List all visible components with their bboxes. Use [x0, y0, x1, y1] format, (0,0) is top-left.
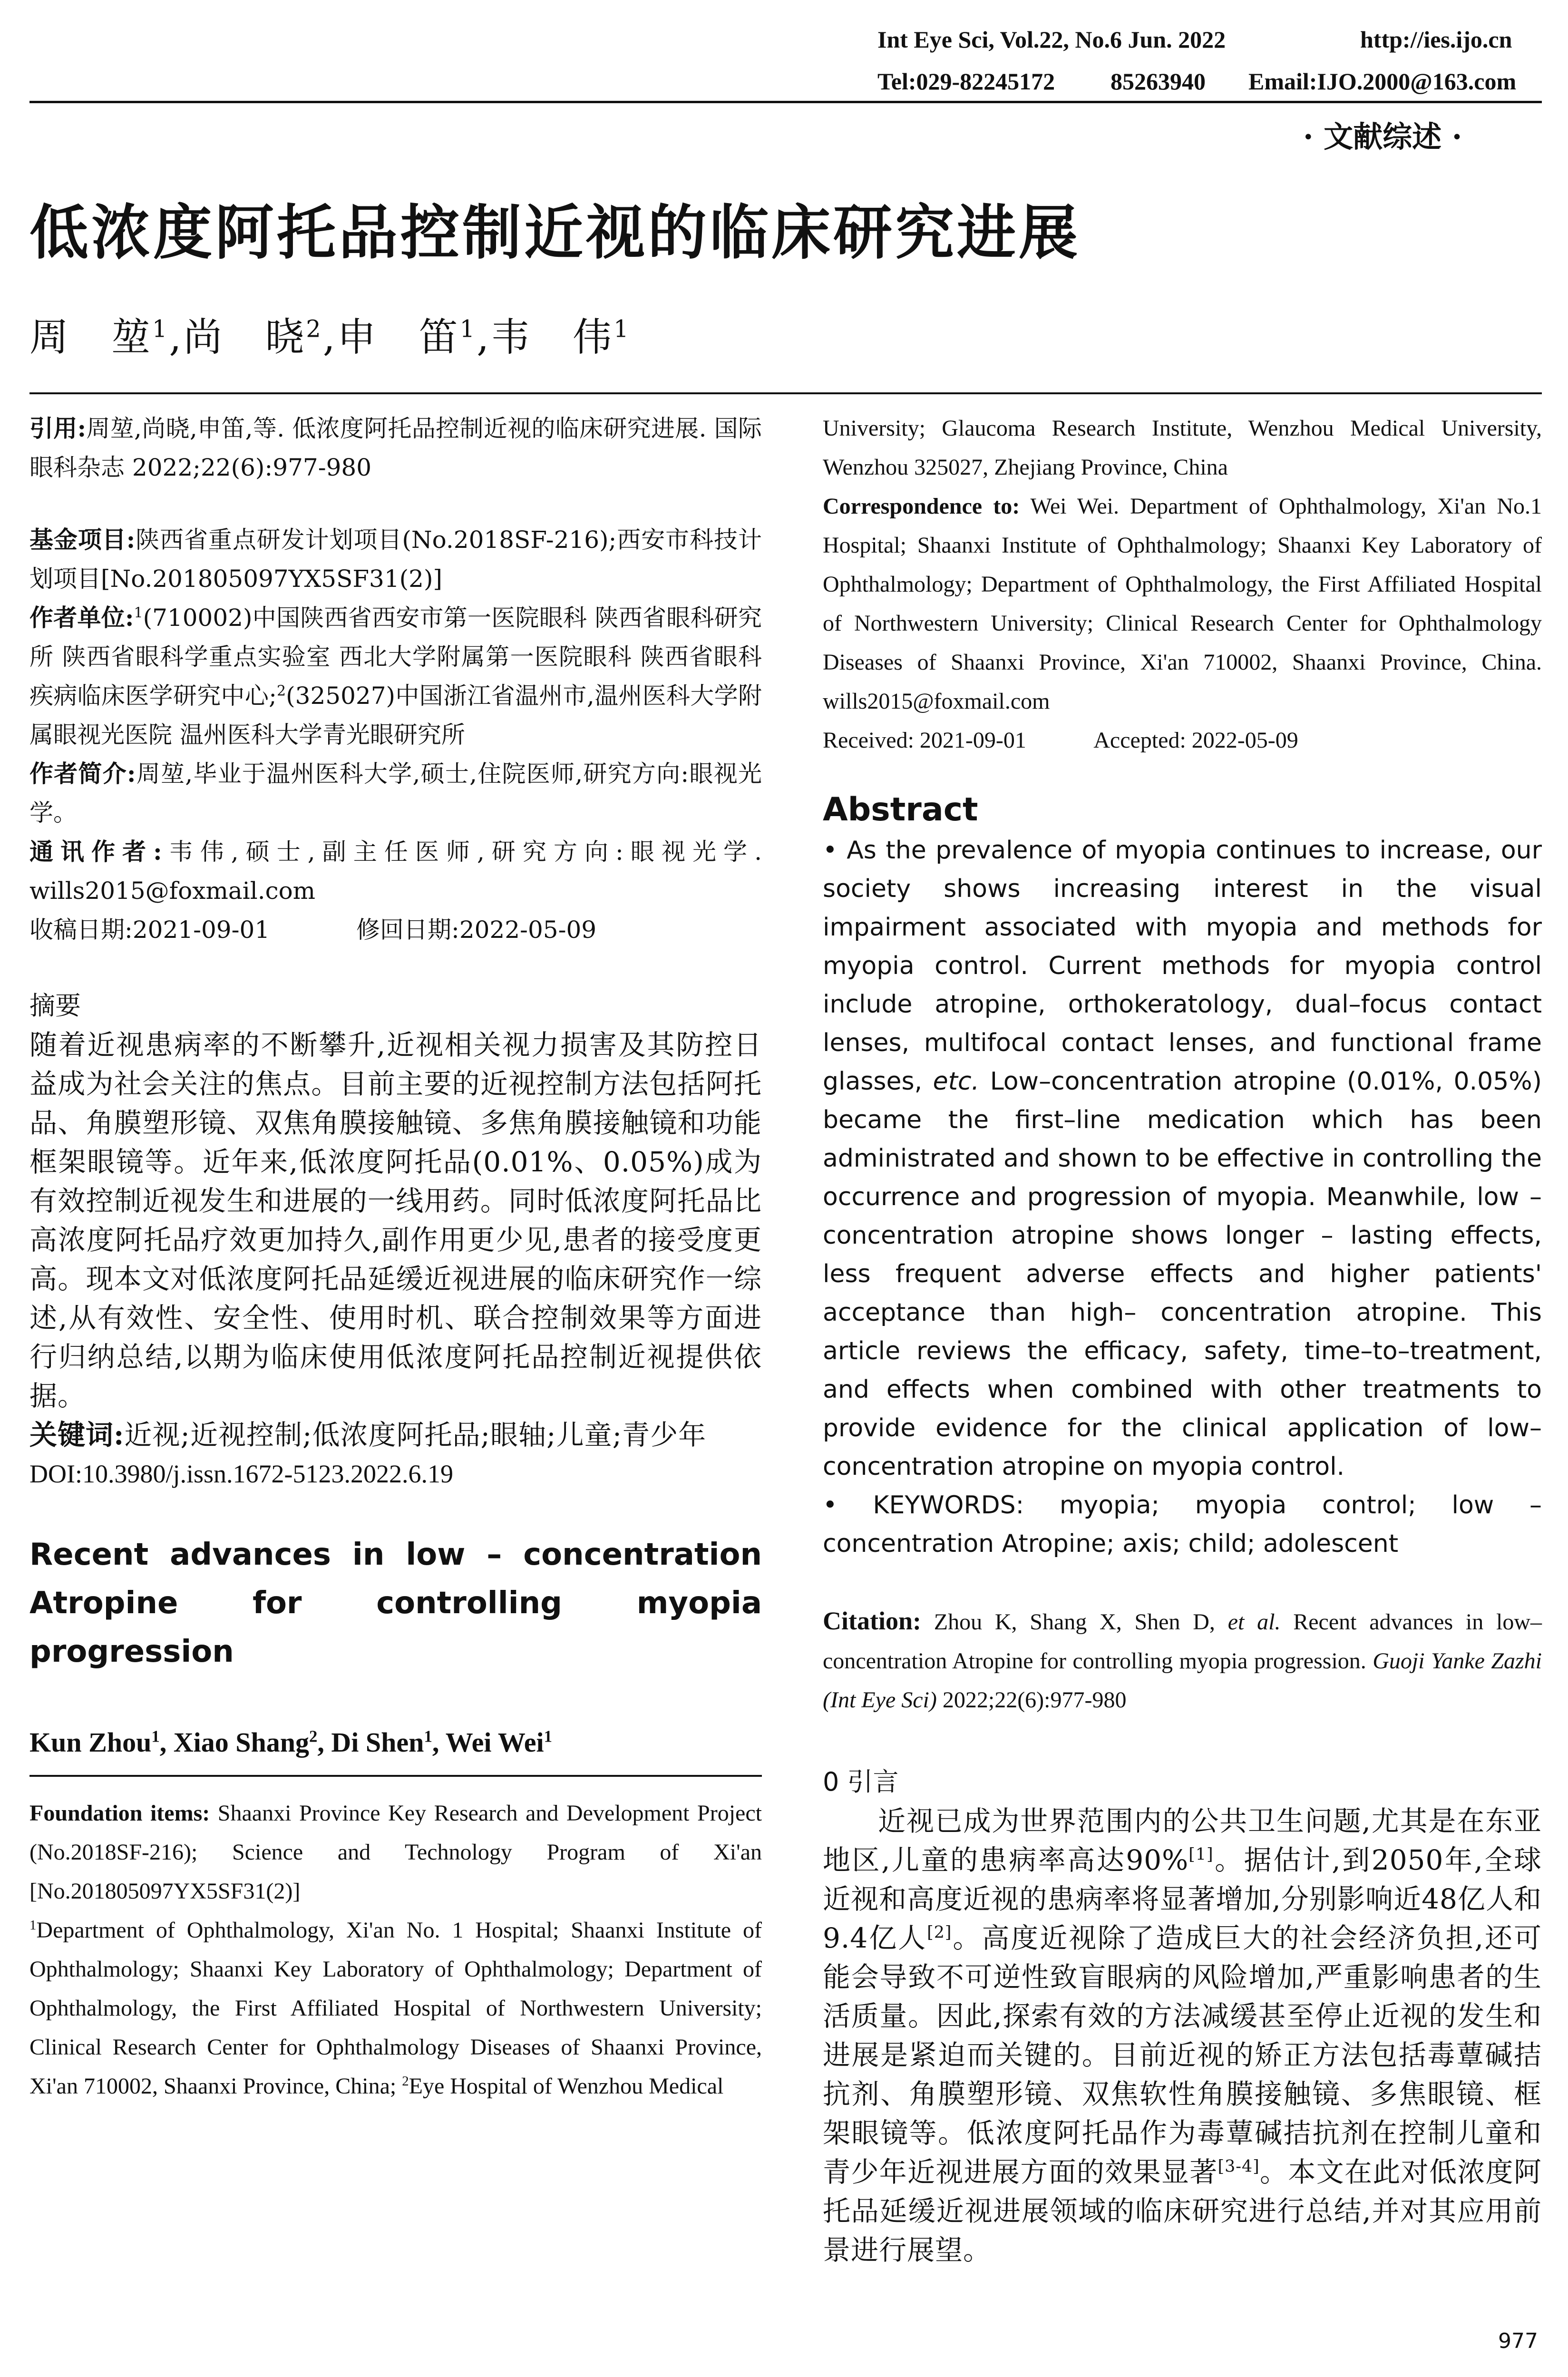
title-zh: 低浓度阿托品控制近视的临床研究进展 [29, 198, 1081, 267]
abstract-heading-en: Abstract [823, 791, 978, 828]
intro-text: 近视已成为世界范围内的公共卫生问题,尤其是在东亚地区,儿童的患病率高达90%[1]。据估计,到2050年,全球近视和高度近视的患病率将显著增加,分别影响近48亿人和9.4亿人[2]。高度近视除了造成巨大的社会经济负担,还可能会导致不可逆性致盲眼病的风险增加,严重影响患者的生活质量。因此,探索有效的方法减缓甚至停止近视的发生和进展是紧迫而关键的。目前近视的矫正方法包括毒蕈碱拮抗剂、角膜塑形镜、双焦软性角膜接触镜、多焦眼镜、框架眼镜等。低浓度阿托品作为毒蕈碱拮抗剂在控制儿童和青少年近视进展方面的效果显著[3-4]。本文在此对低浓度阿托品延缓近视进展领域的临床研究进行总结,并对其应用前景进行展望。 [823, 1805, 1542, 2266]
section-tag: · 文献综述 · [1303, 119, 1462, 154]
doi[interactable]: DOI:10.3980/j.issn.1672-5123.2022.6.19 [29, 1460, 453, 1488]
header-tel: Tel:029-82245172 [877, 68, 1055, 95]
citation-zh: 引用:周堃,尚晓,申笛,等. 低浓度阿托品控制近视的临床研究进展. 国际眼科杂志 2022;22(6):977-980 [29, 414, 762, 481]
bio-zh: 作者简介:周堃,毕业于温州医科大学,硕士,住院医师,研究方向:眼视光学。 [29, 760, 762, 827]
fund-zh: 基金项目:陕西省重点研发计划项目(No.2018SF-216);西安市科技计划项目[No.201805097YX5SF31(2)] [29, 526, 762, 593]
authors-en-rule [29, 1775, 762, 1777]
authors-en: Kun Zhou$^1$, Xiao Shang$^2$, Di Shen$^1$, Wei Wei$^1$ [29, 1727, 552, 1758]
header-rule [29, 101, 1542, 103]
unit-zh: 作者单位:$^1$(710002)中国陕西省西安市第一医院眼科 陕西省眼科研究所 陕西省眼科学重点实验室 西北大学附属第一医院眼科 陕西省眼科疾病临床医学研究中心;$^2$(325027)中国浙江省温州市,温州医科大学附属眼视光医院 温州医科大学青光眼研究所 [29, 604, 762, 749]
page-number: 977 [1498, 2329, 1538, 2353]
abstract-text-zh: 随着近视患病率的不断攀升,近视相关视力损害及其防控日益成为社会关注的焦点。目前主要的近视控制方法包括阿托品、角膜塑形镜、双焦角膜接触镜、多焦角膜接触镜和功能框架眼镜等。近年来,低浓度阿托品(0.01%、0.05%)成为有效控制近视发生和进展的一线用药。同时低浓度阿托品比高浓度阿托品疗效更加持久,副作用更少见,患者的接受度更高。现本文对低浓度阿托品延缓近视进展的临床研究作一综述,从有效性、安全性、使用时机、联合控制效果等方面进行归纳总结,以期为临床使用低浓度阿托品控制近视提供依据。 [29, 1029, 762, 1412]
affiliation-en-cont: University; Glaucoma Research Institute, Wenzhou Medical University, Wenzhou 325027, Zhejiang Province, China [823, 416, 1542, 480]
right-column [823, 409, 1542, 2270]
bullet-icon: • [823, 1491, 838, 1520]
intro-heading: 0 引言 [823, 1767, 899, 1797]
keywords-en: • KEYWORDS: myopia; myopia control; low – concentration Atropine; axis; child; adolescent [823, 1491, 1542, 1558]
author-en-1: Kun Zhou$^1$ [29, 1727, 160, 1758]
abstract-heading-zh: 摘要 [29, 991, 81, 1021]
dates-en: Received: 2021-09-01 Accepted: 2022-05-09 [823, 728, 1298, 753]
author-zh-1: 周 堃$^1$ [29, 315, 169, 360]
affiliation-en: $^1$Department of Ophthalmology, Xi'an No. 1 Hospital; Shaanxi Institute of Ophthalmology; Shaanxi Key Laboratory of Ophthalmology; Department of Ophthalmology, the First Affiliated Hospital of Northwestern University; Clinical Research Center for Ophthalmology Diseases of Shaanxi Province, Xi'an 710002, Shaanxi Province, China; $^2$Eye Hospital of Wenzhou Medical [29, 1918, 762, 2099]
dates-zh: 收稿日期:2021-09-01 修回日期:2022-05-09 [29, 916, 597, 944]
author-en-3: Di Shen$^1$ [331, 1727, 432, 1758]
corr-zh: 通讯作者:韦伟,硕士,副主任医师,研究方向:眼视光学. wills2015@foxmail.com [29, 838, 762, 905]
authors-zh: 周 堃$^1$,尚 晓$^2$,申 笛$^1$,韦 伟$^1$ [29, 315, 631, 360]
abstract-text-en: • As the prevalence of myopia continues to increase, our society shows increasing interest in the visual impairment associated with myopia and methods for myopia control. Current methods for myopia control include atropine, orthokeratology, dual–focus contact lenses, multifocal contact lenses, and functional frame glasses, etc. Low–concentration atropine (0.01%, 0.05%) became the first–line medication which has been administrated and shown to be effective in controlling the occurrence and progression of myopia. Meanwhile, low – concentration atropine shows longer – lasting effects, less frequent adverse effects and higher patients' acceptance than high– concentration atropine. This article reviews the efficacy, safety, time–to–treatment, and effects when combined with other treatments to provide evidence for the clinical application of low–concentration atropine on myopia control. [823, 836, 1542, 1481]
header-website[interactable]: http://ies.ijo.cn [1360, 26, 1512, 53]
left-column [29, 409, 762, 2106]
title-en: Recent advances in low – concentration Atropine for controlling myopia progression [29, 1537, 762, 1669]
header-email[interactable]: Email:IJO.2000@163.com [1248, 68, 1517, 95]
author-zh-3: 申 笛$^1$ [337, 315, 477, 360]
bullet-icon: • [823, 836, 838, 865]
author-en-4: Wei Wei$^1$ [445, 1727, 552, 1758]
author-en-2: Xiao Shang$^2$ [173, 1727, 318, 1758]
header-journal-issue: Int Eye Sci, Vol.22, No.6 Jun. 2022 [877, 26, 1226, 53]
citation-en: Citation: Zhou K, Shang X, Shen D, et al. Recent advances in low–concentration Atropine for controlling myopia progression. Guoji Yanke Zazhi (Int Eye Sci) 2022;22(6):977-980 [823, 1607, 1542, 1713]
header-tel-2: 85263940 [1110, 68, 1206, 95]
author-zh-2: 尚 晓$^2$ [183, 315, 323, 360]
correspondence-en: Correspondence to: Wei Wei. Department of Ophthalmology, Xi'an No.1 Hospital; Shaanxi Institute of Ophthalmology; Shaanxi Key Laboratory of Ophthalmology; Department of Ophthalmology, the First Affiliated Hospital of Northwestern University; Clinical Research Center for Ophthalmology Diseases of Shaanxi Province, Xi'an 710002, Shaanxi Province, China. wills2015@foxmail.com [823, 494, 1542, 714]
author-zh-4: 韦 伟$^1$ [491, 315, 631, 360]
authors-rule [29, 392, 1542, 394]
foundation-en: Foundation items: Shaanxi Province Key Research and Development Project (No.2018SF-216); Science and Technology Program of Xi'an [No.201805097YX5SF31(2)] [29, 1801, 762, 1904]
keywords-zh: 关键词:近视;近视控制;低浓度阿托品;眼轴;儿童;青少年 [29, 1419, 707, 1451]
